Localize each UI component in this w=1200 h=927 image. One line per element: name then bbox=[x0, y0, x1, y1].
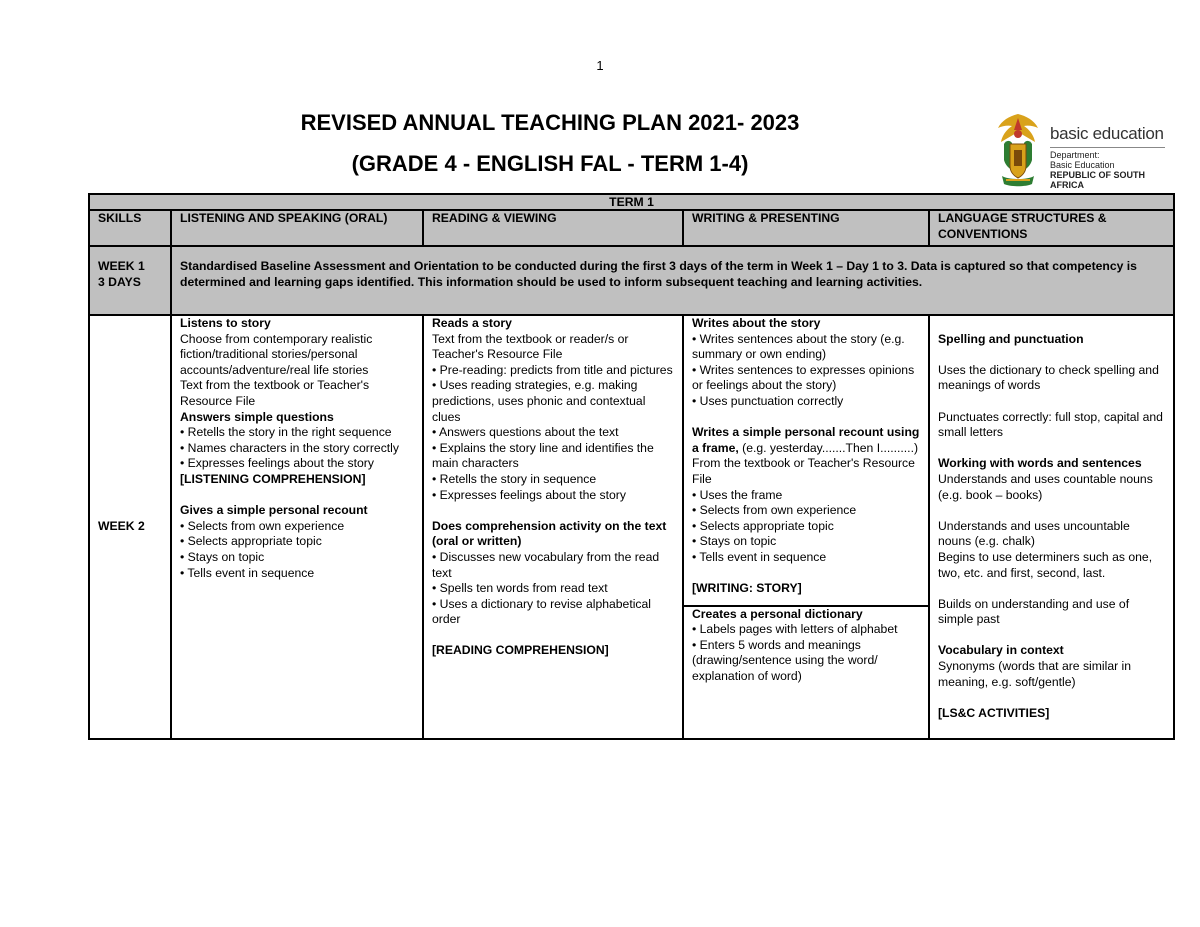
coat-of-arms-icon bbox=[992, 110, 1044, 190]
week2-listening-cell: Listens to story Choose from contemporary realistic fiction/traditional stories/personal accounts/adventure/real life stories Text from the textbook or Teacher's Resource File Answers simple questions • Retells the story in the right sequence • Names characters in the story correctly • Expresses feelings about the story [LISTENING COMPREHENSION] Gives a simple personal recount • Selects from own experience • Selects appropriate topic • Stays on topic • Tells event in sequence bbox=[171, 315, 423, 739]
col-header-skills: SKILLS bbox=[89, 210, 171, 246]
logo-divider bbox=[1050, 147, 1165, 148]
week2-language-cell: Spelling and punctuation Uses the dictionary to check spelling and meanings of words Punctuates correctly: full stop, capital and small letters Working with words and sentences Understands and uses countable nouns (e.g. book – books) Understands and uses uncountable nouns (e.g. chalk) Begins to use determiners such as one, two, etc. and first, second, last. Builds on understanding and use of simple past Vocabulary in context Synonyms (words that are similar in meaning, e.g. soft/gentle) [LS&C ACTIVITIES] bbox=[929, 315, 1174, 739]
term-row bbox=[89, 194, 1174, 210]
logo-subtext: Department: Basic Education REPUBLIC OF SOUTH AFRICA bbox=[1050, 150, 1146, 190]
week1-description: Standardised Baseline Assessment and Orientation to be conducted during the first 3 days of the term in Week 1 – Day 1 to 3. Data is captured so that competency is determined and learning gaps identified. This information should be used to inform subsequent teaching and learning activities. bbox=[171, 246, 1174, 315]
writing-dictionary-block: Creates a personal dictionary • Labels pages with letters of alphabet • Enters 5 words and meanings (drawing/sentence using the word/ explanation of word) bbox=[692, 606, 898, 684]
page-number: 1 bbox=[596, 58, 604, 73]
department-logo bbox=[992, 110, 1172, 190]
week1-label: WEEK 1 3 DAYS bbox=[89, 246, 171, 315]
teaching-plan-table bbox=[88, 193, 1175, 740]
page-subtitle: (GRADE 4 - ENGLISH FAL - TERM 1-4) bbox=[351, 151, 749, 176]
header-row bbox=[89, 210, 1174, 246]
col-header-reading: READING & VIEWING bbox=[423, 210, 683, 246]
logo-brand: basic education bbox=[1050, 124, 1164, 143]
week2-label: WEEK 2 bbox=[89, 315, 171, 739]
term-label: TERM 1 bbox=[89, 194, 1174, 210]
writing-story-block: Writes about the story • Writes sentences about the story (e.g. summary or own ending) • Writes sentences to expresses opinions or feelings about the story) • Uses punctuation correctly Writes a simple personal recount using a frame, (e.g. yesterday.......Then I..........) From the textbook or Teacher's Resource File • Uses the frame • Selects from own experience • Selects appropriate topic • Stays on topic • Tells event in sequence [WRITING: STORY] bbox=[684, 316, 928, 607]
week2-row bbox=[89, 315, 1174, 739]
week2-writing-cell bbox=[683, 315, 929, 739]
col-header-language: LANGUAGE STRUCTURES & CONVENTIONS bbox=[929, 210, 1174, 246]
col-header-listening: LISTENING AND SPEAKING (ORAL) bbox=[171, 210, 423, 246]
page-title: REVISED ANNUAL TEACHING PLAN 2021- 2023 bbox=[300, 110, 800, 135]
col-header-writing: WRITING & PRESENTING bbox=[683, 210, 929, 246]
week1-row bbox=[89, 246, 1174, 315]
week2-reading-cell: Reads a story Text from the textbook or reader/s or Teacher's Resource File • Pre-reading: predicts from title and pictures • Uses reading strategies, e.g. making predictions, uses phonic and contextual clues • Answers questions about the text • Explains the story line and identifies the main characters • Retells the story in sequence • Expresses feelings about the story Does comprehension activity on the text (oral or written) • Discusses new vocabulary from the read text • Spells ten words from read text • Uses a dictionary to revise alphabetical order [READING COMPREHENSION] bbox=[423, 315, 683, 739]
